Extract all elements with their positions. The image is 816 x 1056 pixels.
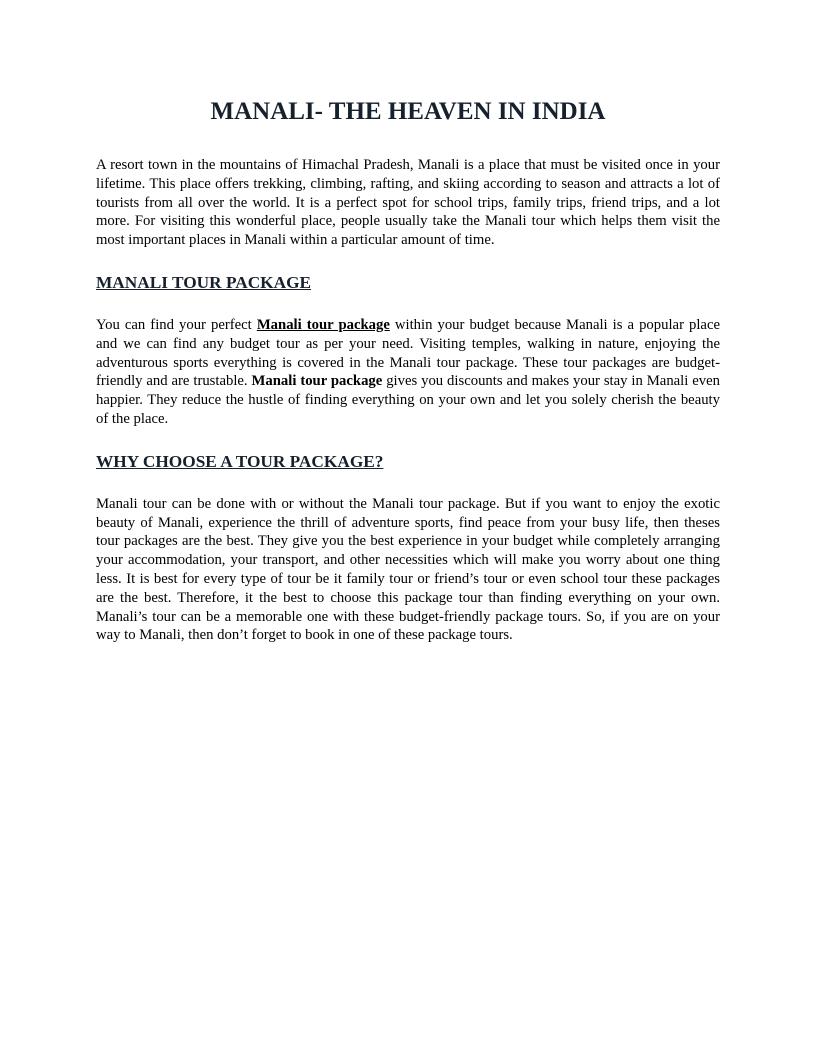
document-page xyxy=(96,0,720,645)
bold-keyword: Manali tour package xyxy=(251,373,383,390)
paragraph-text: within your budget because Manali is a popular place and we can find any budget tour as per your need. Visiting temples, walking in nature, enjoying the adventurous sports everything is covered in the Manali tour package. These tour packages are budget-friendly and are trustable. xyxy=(96,316,720,390)
why-choose-paragraph: Manali tour can be done with or without the Manali tour package. But if you want to enjoy the exotic beauty of Manali, experience the thrill of adventure sports, find peace from your busy life, then theses tour packages are the best. They give you the best experience in your budget while completely arranging your accommodation, your transport, and other necessities which will make you worry about one thing less. It is best for every type of tour be it family tour or friend’s tour or even school tour these packages are the best. Therefore, it the best to choose this package tour than finding everything on your own. Manali’s tour can be a memorable one with these budget-friendly package tours. So, if you are on your way to Manali, then don’t forget to book in one of these package tours. xyxy=(96,495,720,644)
page-title: MANALI- THE HEAVEN IN INDIA xyxy=(210,98,606,125)
section-heading-why-choose: WHY CHOOSE A TOUR PACKAGE? xyxy=(96,451,384,471)
intro-paragraph: A resort town in the mountains of Himachal Pradesh, Manali is a place that must be visited once in your lifetime. This place offers trekking, climbing, rafting, and skiing according to season and attracts a lot of tourists from all over the world. It is a perfect spot for school trips, family trips, friend trips, and a lot more. For visiting this wonderful place, people usually take the Manali tour which helps them visit the most important places in Manali within a particular amount of time. xyxy=(96,157,720,249)
section-heading-tour-package: MANALI TOUR PACKAGE xyxy=(96,272,312,292)
paragraph-text: You can find your perfect xyxy=(96,316,257,333)
paragraph-text: gives you discounts and makes your stay in Manali even happier. They reduce the hustle of finding everything on your own and let you solely cherish the beauty of the place. xyxy=(96,373,720,427)
manali-tour-package-link[interactable]: Manali tour package xyxy=(256,316,390,333)
tour-package-paragraph xyxy=(96,316,720,429)
